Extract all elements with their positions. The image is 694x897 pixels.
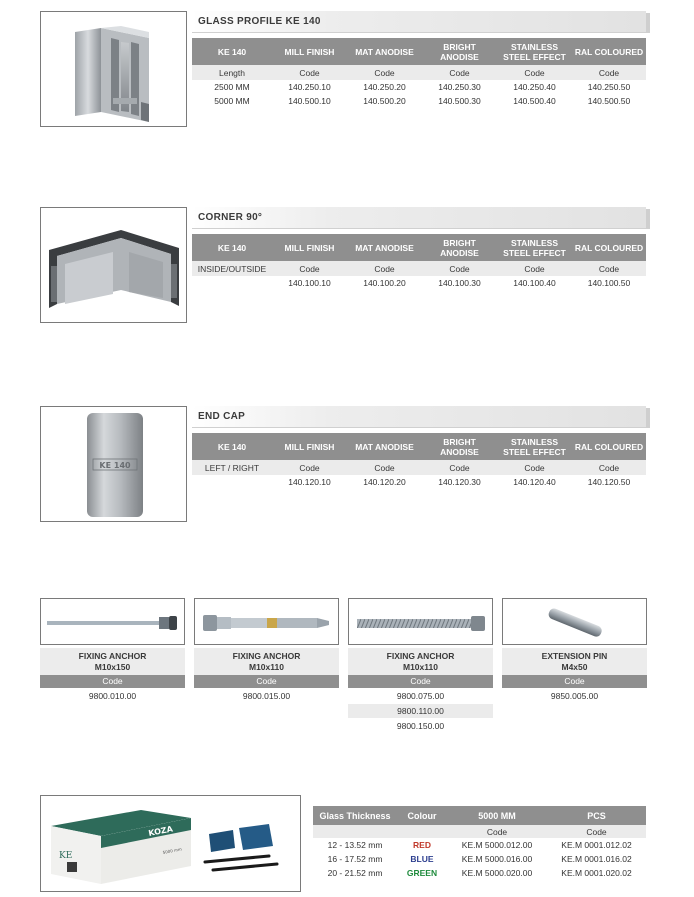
col-header: STAINLESS STEEL EFFECT xyxy=(497,38,572,65)
col-header: BRIGHT ANODISE xyxy=(422,433,497,460)
table-cell: 140.500.10 xyxy=(288,96,331,106)
col-header: STAINLESS STEEL EFFECT xyxy=(497,433,572,460)
glass-profile-illustration xyxy=(41,12,187,127)
table-cell: 140.120.30 xyxy=(438,477,481,487)
anchor-name-line: FIXING ANCHOR xyxy=(78,651,147,661)
anchor-code-header: Code xyxy=(348,675,493,688)
glass-thickness-table xyxy=(313,806,646,880)
table-cell: 140.250.40 xyxy=(513,82,556,92)
anchor-code-value: 9800.150.00 xyxy=(396,721,445,731)
table-row xyxy=(313,838,646,852)
fixing-anchor-m10x110-image xyxy=(194,598,339,645)
sub-header: Code xyxy=(572,460,646,475)
col-header: MAT ANODISE xyxy=(347,234,422,261)
end-cap-image xyxy=(40,406,187,522)
anchor-code-value: 9800.075.00 xyxy=(396,691,445,701)
end-cap-illustration xyxy=(41,407,187,522)
col-header: RAL COLOURED xyxy=(572,234,646,261)
col-header: MILL FINISH xyxy=(272,234,347,261)
code-5000-cell: KE.M 5000.012.00 xyxy=(461,840,533,850)
table-cell: 140.250.30 xyxy=(438,82,481,92)
corner-illustration xyxy=(41,208,187,323)
anchor-size-line: M4x50 xyxy=(561,662,588,672)
table-cell: 140.500.40 xyxy=(513,96,556,106)
anchor-code-value: 9850.005.00 xyxy=(550,691,599,701)
col-header: PCS xyxy=(547,806,646,825)
extension-pin-image xyxy=(502,598,647,645)
table-cell: 140.250.10 xyxy=(288,82,331,92)
sub-header: LEFT / RIGHT xyxy=(192,460,272,475)
table-cell: 140.500.20 xyxy=(363,96,406,106)
table-cell: 140.120.40 xyxy=(513,477,556,487)
sub-header: Code xyxy=(347,460,422,475)
col-header: 5000 MM xyxy=(447,806,547,825)
box-brand-label: KOZA xyxy=(147,824,174,838)
thickness-cell: 20 - 21.52 mm xyxy=(327,868,383,878)
sub-header: Code xyxy=(422,261,497,276)
anchor-code-value: 9800.010.00 xyxy=(88,691,137,701)
colour-cell: BLUE xyxy=(410,854,434,864)
sub-header: Code xyxy=(497,261,572,276)
col-header: RAL COLOURED xyxy=(572,433,646,460)
anchor-code-header: Code xyxy=(40,675,185,688)
table-cell: 140.100.30 xyxy=(438,278,481,288)
table-cell: 140.100.20 xyxy=(363,278,406,288)
sub-header: Code xyxy=(422,65,497,80)
sub-header: Code xyxy=(272,261,347,276)
anchor-size-line: M10x150 xyxy=(94,662,131,672)
col-header: KE 140 xyxy=(192,38,272,65)
anchor-name-3 xyxy=(348,648,493,675)
table-row xyxy=(313,866,646,880)
col-header: Colour xyxy=(397,806,447,825)
gasket-box-image xyxy=(40,795,301,892)
table-cell: 140.500.30 xyxy=(438,96,481,106)
sub-header: Code xyxy=(347,65,422,80)
col-header: Glass Thickness xyxy=(313,806,397,825)
table-row xyxy=(192,94,646,108)
table-cell: 5000 MM xyxy=(214,96,250,106)
sub-header: Code xyxy=(447,825,547,838)
glass-profile-table xyxy=(192,38,646,108)
table-row xyxy=(192,276,646,290)
anchor-size-line: M10x110 xyxy=(403,662,438,672)
thickness-cell: 16 - 17.52 mm xyxy=(327,854,383,864)
end-cap-table xyxy=(192,433,646,489)
anchor-size-line: M10x110 xyxy=(249,662,284,672)
code-5000-cell: KE.M 5000.016.00 xyxy=(461,854,533,864)
anchor-code-value: 9800.110.00 xyxy=(348,704,493,718)
table-cell: 140.120.20 xyxy=(363,477,406,487)
sub-header xyxy=(313,825,397,838)
extension-pin-illustration xyxy=(503,599,647,645)
section-title-end-cap: END CAP xyxy=(192,406,646,428)
sub-header: Code xyxy=(347,261,422,276)
sub-header: INSIDE/OUTSIDE xyxy=(192,261,272,276)
table-row xyxy=(192,475,646,489)
table-cell: 140.120.50 xyxy=(587,477,631,487)
anchor-code-header: Code xyxy=(502,675,647,688)
sub-header: Code xyxy=(497,460,572,475)
anchor-name-line: FIXING ANCHOR xyxy=(232,651,301,661)
col-header: MILL FINISH xyxy=(272,433,347,460)
table-cell: 140.120.10 xyxy=(288,477,331,487)
sub-header: Code xyxy=(572,65,646,80)
colour-cell: RED xyxy=(413,840,431,850)
table-cell: 2500 MM xyxy=(214,82,250,92)
concrete-screw-illustration xyxy=(349,599,493,645)
code-5000-cell: KE.M 5000.020.00 xyxy=(461,868,533,878)
sub-header: Length xyxy=(192,65,272,80)
anchor-name-1 xyxy=(40,648,185,675)
corner-image xyxy=(40,207,187,323)
section-title-glass-profile: GLASS PROFILE KE 140 xyxy=(192,11,646,33)
anchor-rod-illustration xyxy=(41,599,185,645)
table-cell xyxy=(192,475,272,489)
expansion-anchor-illustration xyxy=(195,599,339,645)
anchor-name-line: FIXING ANCHOR xyxy=(386,651,455,661)
sub-header: Code xyxy=(422,460,497,475)
thickness-cell: 12 - 13.52 mm xyxy=(327,840,383,850)
anchor-name-2 xyxy=(194,648,339,675)
table-row xyxy=(313,852,646,866)
anchor-code-header: Code xyxy=(194,675,339,688)
anchor-name-4 xyxy=(502,648,647,675)
col-header: STAINLESS STEEL EFFECT xyxy=(497,234,572,261)
table-cell: 140.100.40 xyxy=(513,278,556,288)
sub-header: Code xyxy=(272,460,347,475)
sub-header: Code xyxy=(547,825,646,838)
table-cell: 140.500.50 xyxy=(587,96,631,106)
box-size-label: 5000 mm xyxy=(162,846,183,855)
col-header: RAL COLOURED xyxy=(572,38,646,65)
sub-header: Code xyxy=(572,261,646,276)
end-cap-embossed-label: KE 140 xyxy=(99,461,131,470)
table-cell: 140.250.20 xyxy=(363,82,406,92)
corner-table xyxy=(192,234,646,290)
col-header: MILL FINISH xyxy=(272,38,347,65)
fixing-anchor-screw-image xyxy=(348,598,493,645)
table-cell: 140.100.10 xyxy=(288,278,331,288)
col-header: BRIGHT ANODISE xyxy=(422,38,497,65)
anchor-code-value: 9800.015.00 xyxy=(242,691,291,701)
code-pcs-cell: KE.M 0001.020.02 xyxy=(561,868,632,878)
colour-cell: GREEN xyxy=(406,868,438,878)
sub-header: Code xyxy=(497,65,572,80)
section-title-corner: CORNER 90° xyxy=(192,207,646,229)
table-row xyxy=(192,80,646,94)
glass-profile-image xyxy=(40,11,187,127)
col-header: MAT ANODISE xyxy=(347,433,422,460)
table-cell: 140.100.50 xyxy=(587,278,631,288)
code-pcs-cell: KE.M 0001.016.02 xyxy=(561,854,632,864)
box-logo-label: KE xyxy=(59,851,73,861)
sub-header xyxy=(397,825,447,838)
gasket-box-illustration xyxy=(41,796,301,892)
table-cell: 140.250.50 xyxy=(587,82,631,92)
anchor-name-line: EXTENSION PIN xyxy=(541,651,608,661)
table-cell xyxy=(192,276,272,290)
col-header: MAT ANODISE xyxy=(347,38,422,65)
col-header: KE 140 xyxy=(192,234,272,261)
fixing-anchor-m10x150-image xyxy=(40,598,185,645)
sub-header: Code xyxy=(272,65,347,80)
col-header: BRIGHT ANODISE xyxy=(422,234,497,261)
code-pcs-cell: KE.M 0001.012.02 xyxy=(561,840,632,850)
col-header: KE 140 xyxy=(192,433,272,460)
